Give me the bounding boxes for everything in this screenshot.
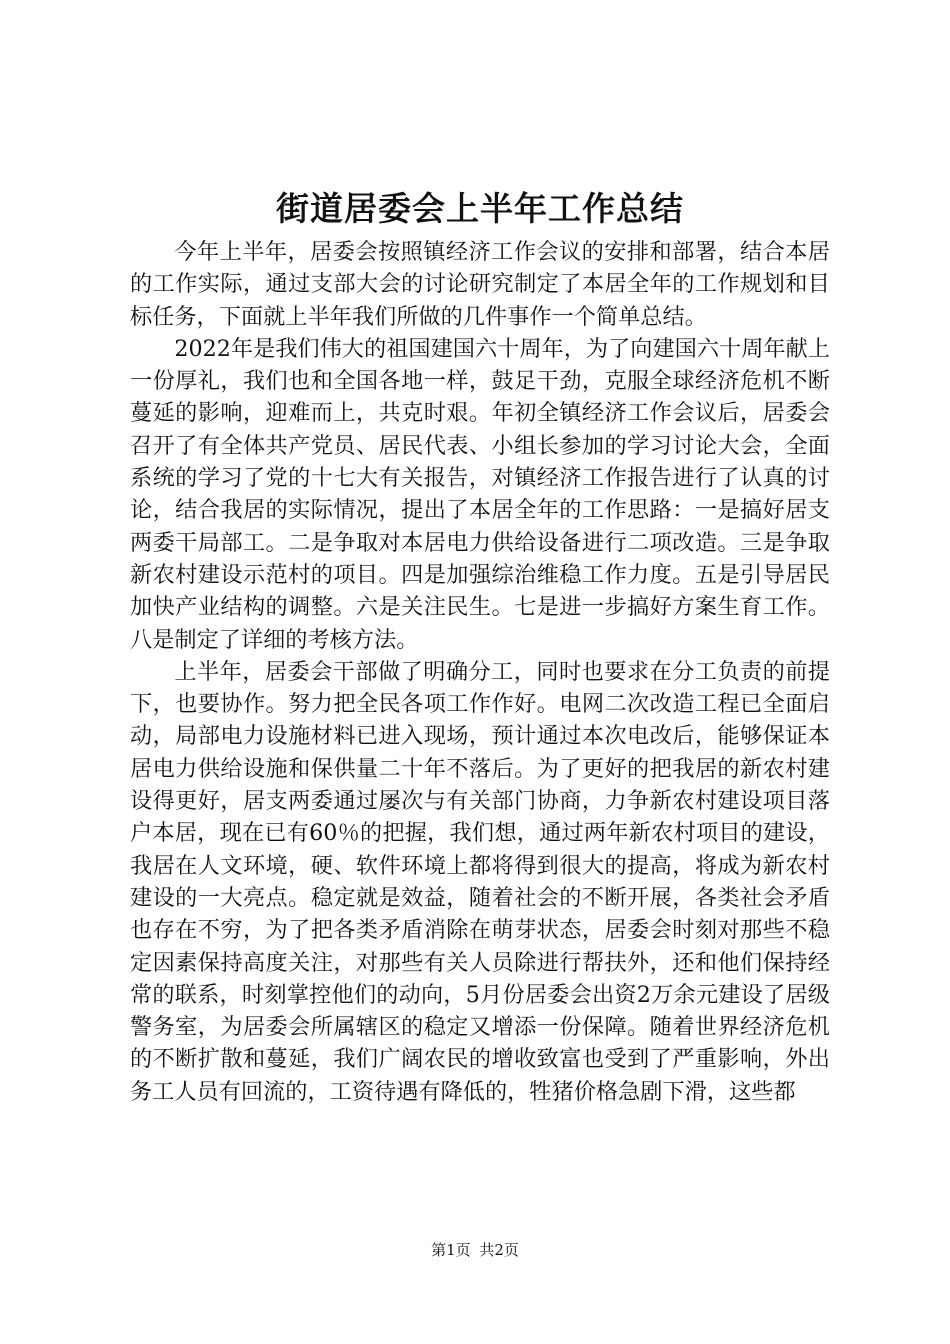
document-body <box>130 236 830 1108</box>
paragraph-intro: 今年上半年，居委会按照镇经济工作会议的安排和部署，结合本居的工作实际，通过支部大会的讨论研究制定了本居全年的工作规划和目标任务，下面就上半年我们所做的几件事作一个简单总结。 <box>130 239 830 330</box>
document-title: 街道居委会上半年工作总结 <box>276 189 684 228</box>
paragraph-work-plan: 2022年是我们伟大的祖国建国六十周年，为了向建国六十周年献上一份厚礼，我们也和全国各地一样，鼓足干劲，克服全球经济危机不断蔓延的影响，迎难而上，共克时艰。年初全镇经济工作会议后，居委会召开了有全体共产党员、居民代表、小组长参加的学习讨论大会，全面系统的学习了党的十七大有关报告，对镇经济工作报告进行了认真的讨论，结合我居的实际情况，提出了本居全年的工作思路：一是搞好居支两委干局部工。二是争取对本居电力供给设备进行二项改造。三是争取新农村建设示范村的项目。四是加强综治维稳工作力度。五是引导居民加快产业结构的调整。六是关注民生。七是进一步搞好方案生育工作。八是制定了详细的考核方法。 <box>130 335 830 653</box>
paragraph-progress: 上半年，居委会干部做了明确分工，同时也要求在分工负责的前提下，也要协作。努力把全民各项工作作好。电网二次改造工程已全面启动，局部电力设施材料已进入现场，预计通过本次电改后，能够保证本居电力供给设施和保供量二十年不落后。为了更好的把我居的新农村建设得更好，居支两委通过屡次与有关部门协商，力争新农村建设项目落户本居，现在已有60％的把握，我们想，通过两年新农村项目的建设，我居在人文环境，硬、软件环境上都将得到很大的提高，将成为新农村建设的一大亮点。稳定就是效益，随着社会的不断开展，各类社会矛盾也存在不穷，为了把各类矛盾消除在萌芽状态，居委会时刻对那些不稳定因素保持高度关注，对那些有关人员除进行帮扶外，还和他们保持经常的联系，时刻掌控他们的动向，5月份居委会出资2万余元建设了居级警务室，为居委会所属辖区的稳定又增添一份保障。随着世界经济危机的不断扩散和蔓延，我们广阔农民的增收致富也受到了严重影响，外出务工人员有回流的，工资待遇有降低的，牲猪价格急剧下滑，这些都 <box>130 658 830 1105</box>
page-number: 第1页 <box>431 1241 471 1259</box>
page-total: 共2页 <box>479 1241 519 1259</box>
page-footer <box>0 1240 950 1260</box>
